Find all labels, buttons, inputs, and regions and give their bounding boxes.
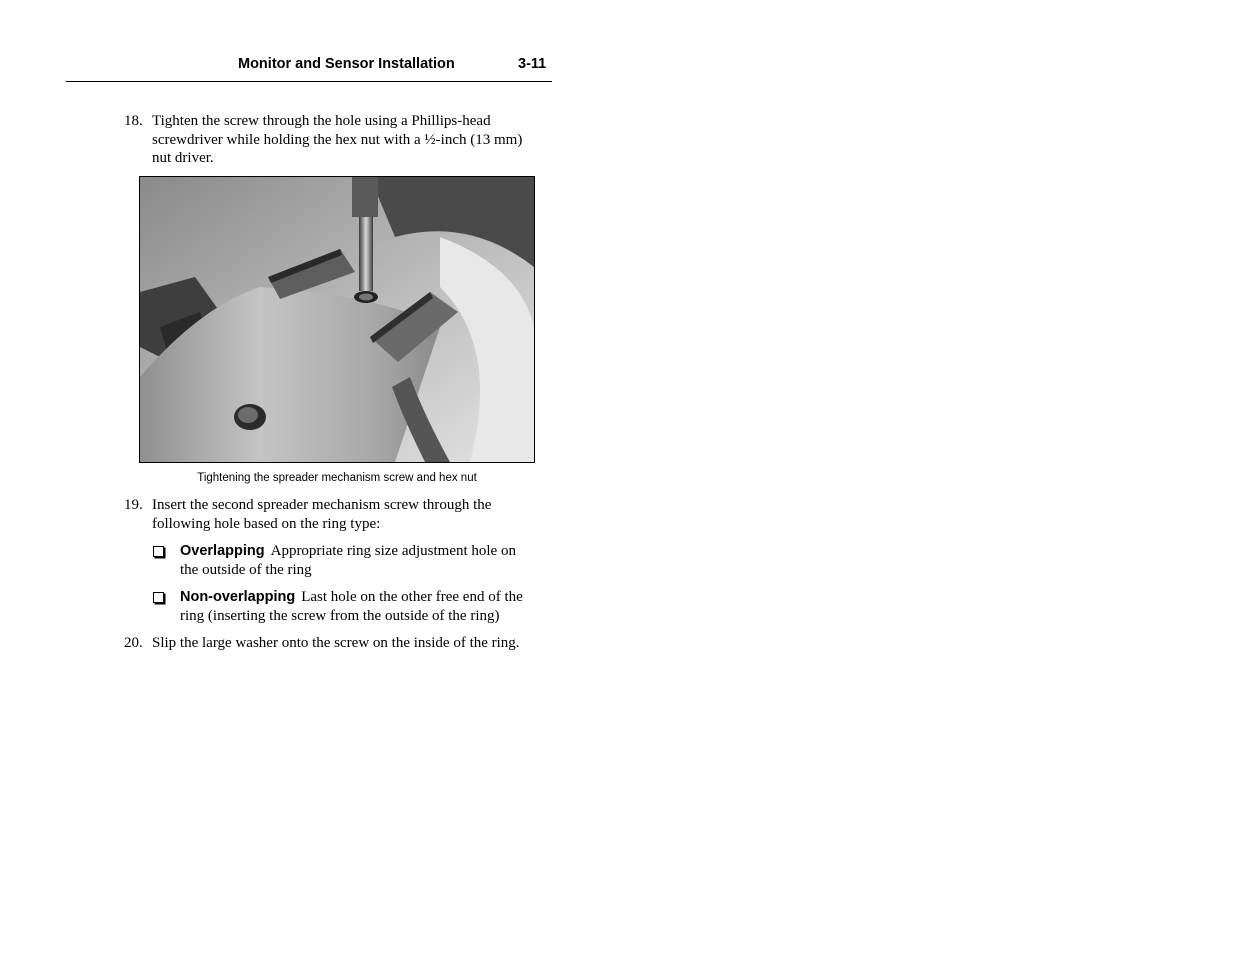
option-term: Overlapping	[180, 543, 265, 559]
step-number: 18.	[124, 113, 143, 129]
checkbox-bullet-icon	[153, 546, 164, 557]
option-text	[180, 542, 552, 580]
page-number: 3-11	[518, 56, 547, 72]
section-title: Monitor and Sensor Installation	[238, 56, 455, 72]
step-line: following hole based on the ring type:	[152, 515, 381, 532]
figure-caption: Tightening the spreader mechanism screw and hex nut	[197, 472, 477, 484]
step-number: 20.	[124, 635, 143, 651]
option-description: Appropriate ring size adjustment hole on	[270, 543, 516, 559]
step-text	[152, 112, 522, 168]
page-header	[66, 54, 552, 82]
option-line: ring (inserting the screw from the outside of the ring)	[180, 608, 500, 624]
option-text	[180, 588, 552, 626]
step-line: Insert the second spreader mechanism screw through the	[152, 497, 492, 513]
step-text	[152, 496, 491, 533]
option-line: the outside of the ring	[180, 562, 312, 578]
spreader-mechanism-photo	[139, 176, 535, 463]
option-line	[180, 542, 552, 561]
option-term: Non-overlapping	[180, 589, 296, 605]
step-line: Tighten the screw through the hole using a Phillips-head	[152, 113, 491, 129]
option-description: Last hole on the other free end of the	[301, 589, 523, 605]
step-number: 19.	[124, 497, 143, 513]
step-line: screwdriver while holding the hex nut with a ½-inch (13 mm)	[152, 131, 523, 148]
step-text	[152, 634, 520, 653]
step-19	[124, 496, 554, 534]
step-line: nut driver.	[152, 150, 214, 166]
step-18	[124, 112, 554, 168]
option-line	[180, 588, 552, 607]
photo-illustration	[140, 177, 534, 462]
checkbox-bullet-icon	[153, 592, 164, 603]
step-line: Slip the large washer onto the screw on the inside of the ring.	[152, 635, 520, 651]
option-overlapping	[153, 542, 553, 582]
step-20	[124, 634, 564, 654]
option-non-overlapping	[153, 588, 553, 628]
